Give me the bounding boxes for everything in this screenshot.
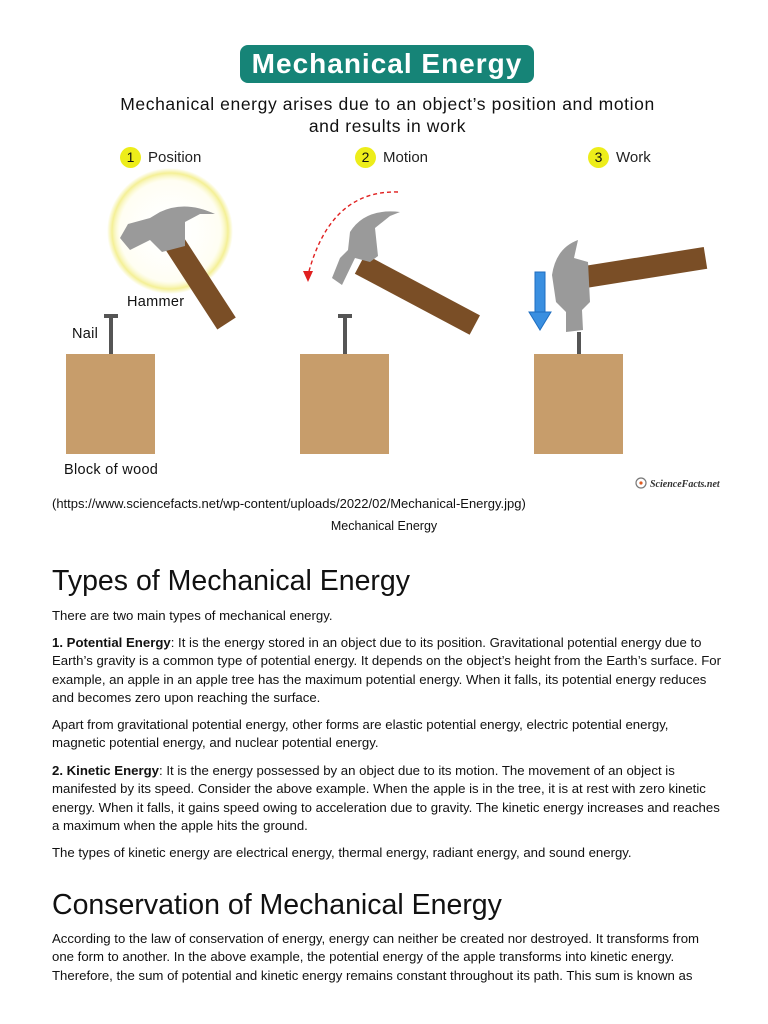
kinetic-energy-paragraph	[52, 762, 722, 836]
down-arrow-icon	[529, 272, 551, 330]
step-number-badge: 1	[120, 147, 141, 168]
hammer-label: Hammer	[127, 294, 185, 310]
step-label: Position	[148, 148, 202, 166]
section-heading-conservation: Conservation of Mechanical Energy	[52, 889, 502, 921]
kinetic-types-paragraph: The types of kinetic energy are electrical energy, thermal energy, radiant energy, and sound energy.	[52, 845, 632, 860]
potential-forms-paragraph: Apart from gravitational potential energy, other forms are elastic potential energy, electric potential energy, magnetic potential energy, and nuclear potential energy.	[52, 717, 669, 751]
figure-subtitle-line2: and results in work	[308, 116, 467, 136]
nail-label: Nail	[72, 326, 99, 342]
hammer-icon	[332, 211, 480, 334]
potential-energy-text: : It is the energy stored in an object due to its position. Gravitational potential energy due to Earth’s gravity is a common type of potential energy. It depends on the object’s height from the Earth’s surface. For example, an apple in an apple tree has the maximum potential energy. When it falls, its potential energy reduces and becomes zero upon reaching the surface.	[52, 635, 722, 706]
wood-block	[66, 354, 155, 454]
types-intro: There are two main types of mechanical energy.	[52, 608, 333, 623]
wood-block	[300, 354, 389, 454]
step-label: Work	[616, 148, 651, 166]
kinetic-energy-label: 2. Kinetic Energy	[52, 763, 160, 778]
wood-block	[534, 354, 623, 454]
figure-subtitle-line1: Mechanical energy arises due to an object’s position and motion	[120, 94, 655, 114]
nail-icon	[343, 316, 347, 354]
conservation-paragraph: According to the law of conservation of energy, energy can neither be created nor destroyed. It transforms from one form to another. In the above example, the potential energy of the apple transforms into kinetic energy. Therefore, the sum of potential and kinetic energy remains constant throughout its path. This sum is known as	[52, 931, 700, 983]
hammer-scene-illustration	[0, 0, 768, 500]
section-heading-types: Types of Mechanical Energy	[52, 565, 411, 597]
nail-icon	[109, 316, 113, 354]
block-label: Block of wood	[64, 462, 159, 478]
potential-energy-paragraph	[52, 634, 722, 708]
logo-text: ScienceFacts.net	[650, 479, 720, 490]
image-source-url: (https://www.sciencefacts.net/wp-content/uploads/2022/02/Mechanical-Energy.jpg)	[52, 496, 526, 511]
step-number-badge: 2	[355, 147, 376, 168]
step-label: Motion	[383, 148, 429, 166]
step-number-badge: 3	[588, 147, 609, 168]
figure-title: Mechanical Energy	[240, 45, 534, 83]
hammer-icon	[552, 240, 707, 332]
kinetic-energy-text: : It is the energy possessed by an object due to its motion. The movement of an object is manifested by its speed. Consider the above example. When the apple is in the tree, it is at rest with zero kinetic energy. When it falls, it gains speed owing to acceleration due to gravity. The kinetic energy increases and reaches a maximum when the apple hits the ground.	[52, 763, 720, 834]
potential-energy-label: 1. Potential Energy	[52, 635, 171, 650]
sciencefacts-logo	[636, 478, 721, 490]
mechanical-energy-figure	[0, 0, 768, 500]
figure-caption: Mechanical Energy	[330, 519, 438, 533]
